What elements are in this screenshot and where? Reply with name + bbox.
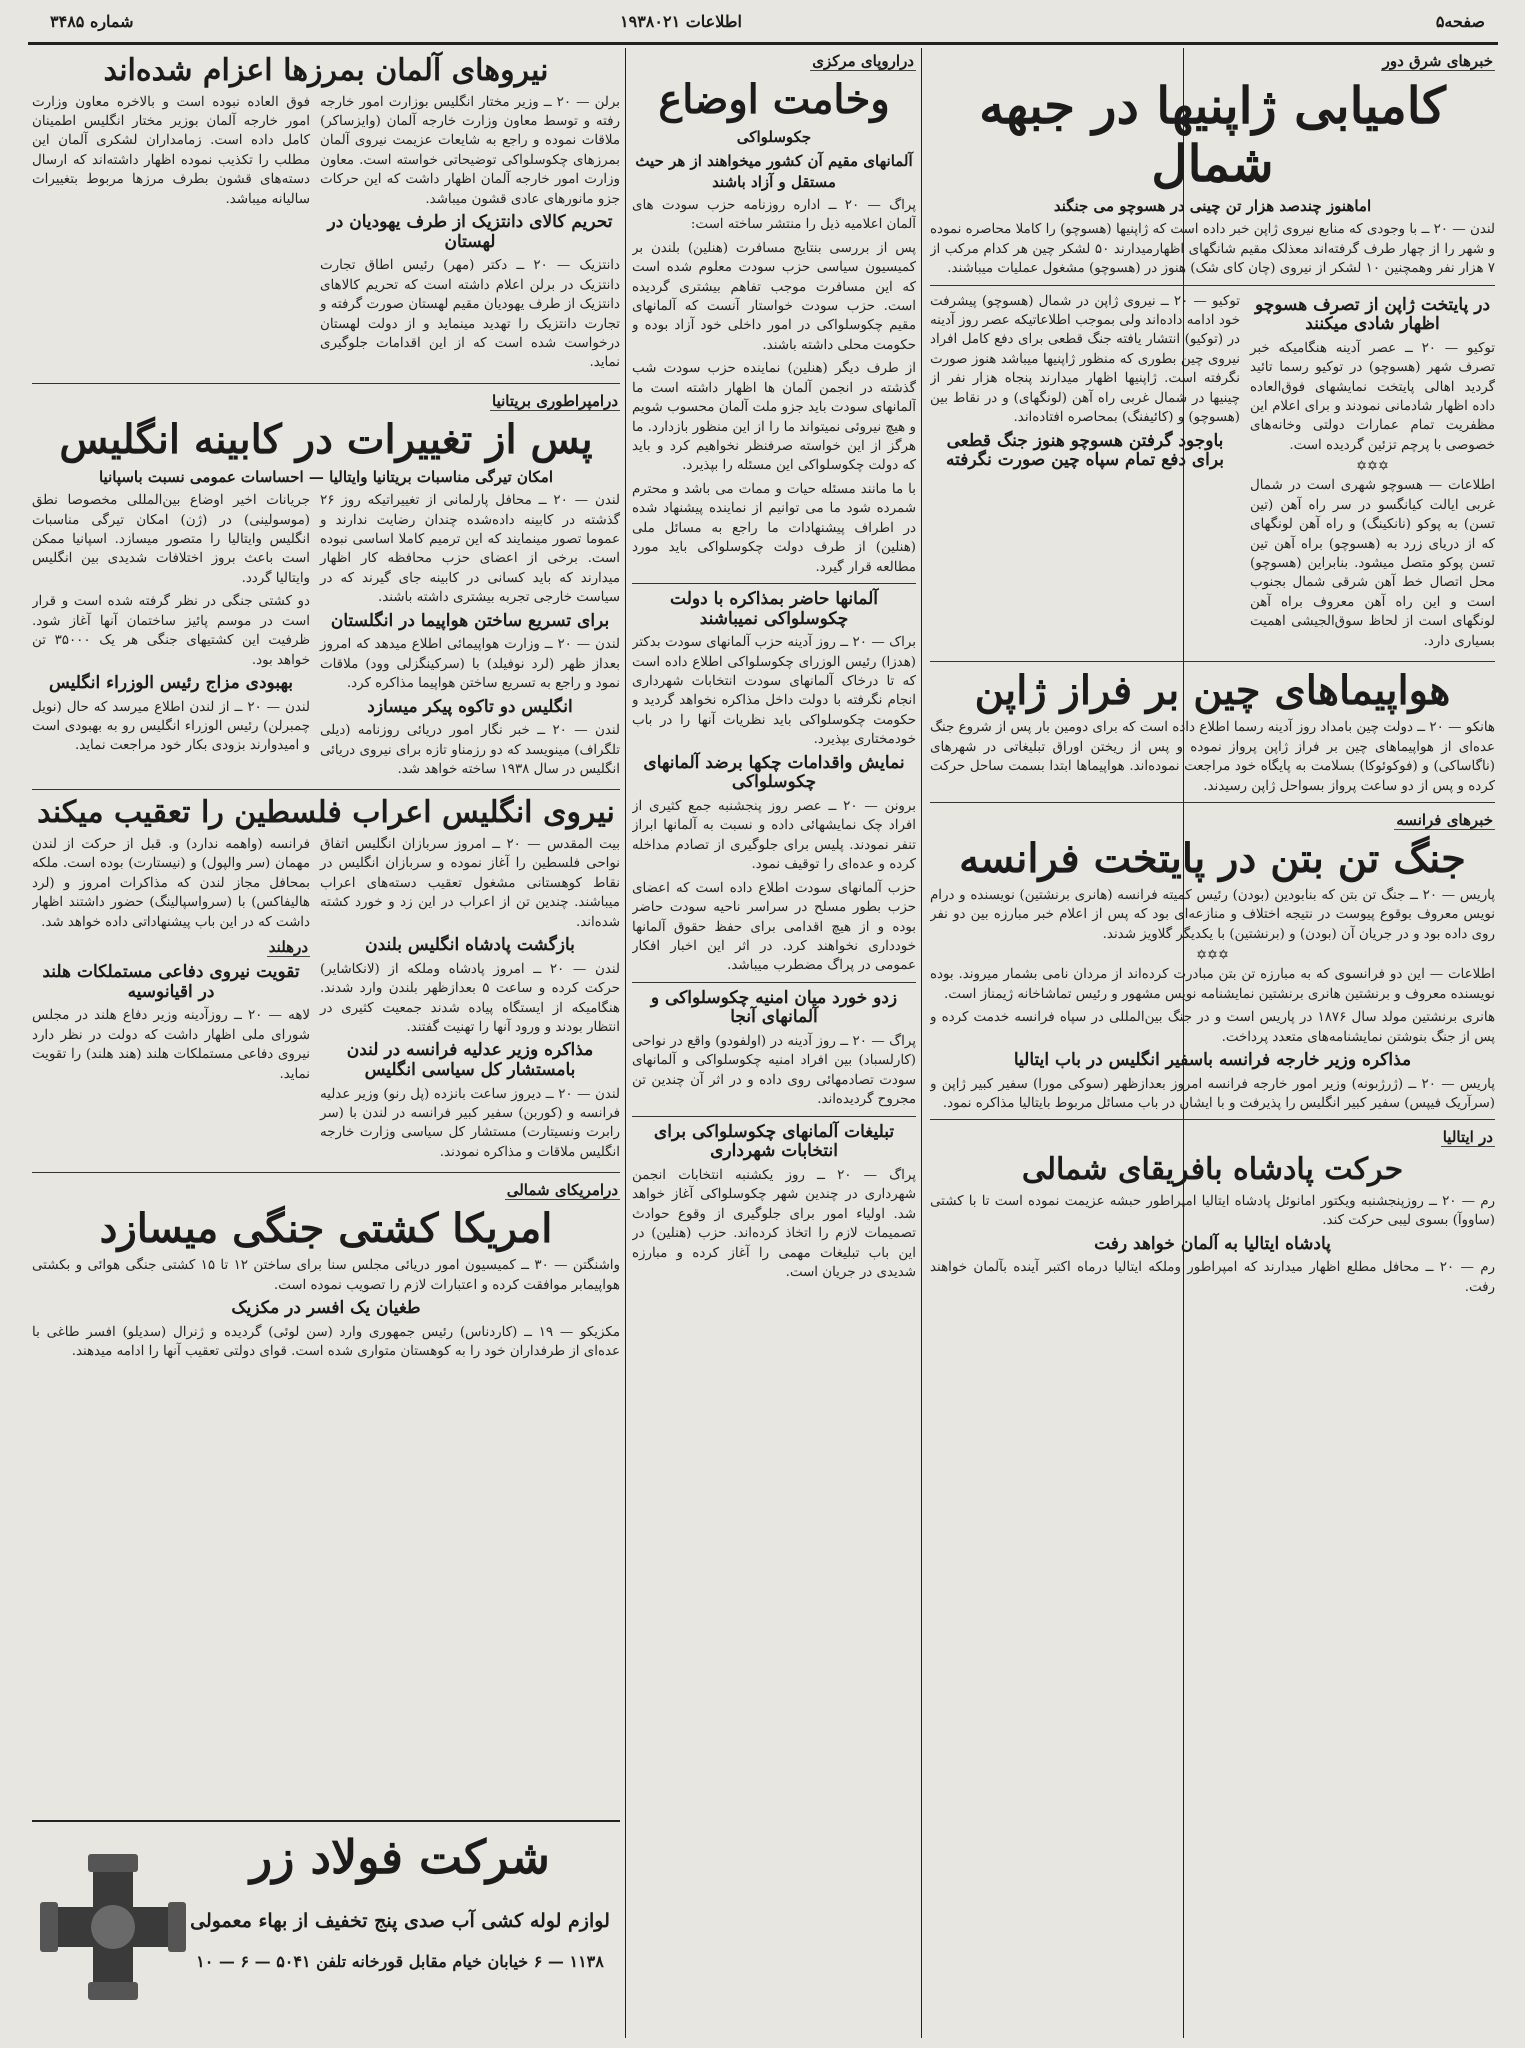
left-two-col-wrap xyxy=(32,491,620,783)
article-body: براک — ۲۰ ــ روز آدینه حزب آلمانهای سودت بدکتر (هدزا) رئیس الوزرای چکوسلواکی اطلاع داده است که تا درخاک آلمانهای سودت انتخابات شهرداری انجام نگرفته با دولت داخل مذاکره نخواهد گردید و حکومت چکوسلواکی باید نظریات آنها را در باب خودمختاری بپذیرد. xyxy=(632,635,916,748)
section-kicker-central-europe: دراروپای مرکزی xyxy=(812,52,914,70)
subhead-germans-want-autonomy: آلمانهای مقیم آن کشور میخواهند از هر حیث مستقل و آزاد باشند xyxy=(635,152,913,191)
header-rule xyxy=(28,42,1498,45)
article-body: توکیو — ۲۰ ــ عصر آدینه هنگامیکه خبر تصرف شهر (هسوچو) در توکیو رسما تائید گردید اهالی پایتخت نمایشهای فوق‌العاده داده اظهار شادمانی نمودند و برای اعلام این مظفریت تمام عمارات دولتی وخانه‌های خصوصی با پرچم تزئین گردیده است. xyxy=(1250,340,1495,453)
article-body: پراگ — ۲۰ ــ اداره روزنامه حزب سودت های آلمان اعلامیه ذیل را منتشر ساخته است: xyxy=(632,197,916,233)
left-subcolumn xyxy=(32,835,310,1166)
headline-czech-demonstrations: نمایش واقدامات چکها برضد آلمانهای چکوسلواکی xyxy=(643,752,905,793)
section-kicker-far-east: خبرهای شرق دور xyxy=(1382,52,1493,70)
article-body: پراگ — ۲۰ ــ روز آدینه در (اولفودو) واقع در نواحی (کارلسباد) بین افراد امنیه چکوسلواکی و آلمانهای سودت تصادمهائی روی داده و در اثر آن چندین تن مجروح گردیده‌اند. xyxy=(632,1033,916,1108)
headline-king-to-germany: پادشاه ایتالیا به آلمان خواهد رفت xyxy=(1094,1233,1331,1254)
article-body: لندن — ۲۰ ــ خبر نگار امور دریائی روزنامه (دیلی تلگراف) مینویسد که دو رزمناو تازه برای نیروی دریائی انگلیس در سال ۱۹۳۸ ساخته خواهد شد. xyxy=(320,723,620,777)
divider xyxy=(930,661,1495,662)
column-divider xyxy=(625,48,626,2038)
article-body: هانکو — ۲۰ ــ دولت چین بامداد روز آدینه رسما اطلاع داده است که برای دومین بار پس از شروع جنگ عده‌ای از هواپیماهای چین بر فراز ژاپن پرواز نموده و پس از ریختن اوراق تبلیغاتی در شهرهای (ناگاساکی) و (فوکوئوکا) بسلامت به پایگاه خود مراجعت نموده‌اند. هواپیماها ابتدا بسمت ساحل حرکت کرده و پس از دو ساعت پرواز بسواحل ژاپن رسیدند. xyxy=(930,720,1495,794)
section-kicker-north-america: درامریکای شمالی xyxy=(506,1181,618,1200)
article-body: لندن — ۲۰ ــ از لندن اطلاع میرسد که حال (نویل چمبرلن) رئیس الوزراء انگلیس رو به بهبودی است و امیدوارند بزودی بکار خود مراجعت نماید. xyxy=(32,699,311,754)
headline-king-returns-london: بازگشت پادشاه انگلیس بلندن xyxy=(365,935,575,956)
article-body: رم — ۲۰ ــ محافل مطلع اظهار میدارند که امپراطور وملکه ایتالیا درماه اکتبر آینده بآلمان خواهند رفت. xyxy=(930,1260,1495,1295)
headline-chinese-planes-over-japan: هواپیماهای چین بر فراز ژاپن xyxy=(974,667,1451,715)
stars-ornament: ✡✡✡ xyxy=(1356,459,1389,475)
article-body: فرانسه (واهمه ندارد) و. قبل از حرکت از لندن مهمان (سر والپول) و (نیستارت) بوده است. ملکه بمحافل مجاز لندن که مذاکرات امروز و (لرد هالیفاکس) با (سرواسپالینگ) حضور داشتند اظهار داشت که در این باب پیشنهاداتی داده خواهد شد. xyxy=(32,836,310,930)
issue-number-label: شماره ۳۴۸۵ xyxy=(50,12,134,31)
headline-cabinet-changes: پس از تغییرات در کابینه انگلیس xyxy=(59,415,593,463)
article-body: پس از بررسی بنتایج مسافرت (هنلین) بلندن بر کمیسیون سیاسی حزب سودت معلوم شده است که این مسافرت موجب تفاهم بیشتری گردیده است. حزب سودت خواستار آنست که آلمانهای مقیم چکوسلواکی در امور داخلی خود آزاد بوده و حکومت محلی داشته باشند. xyxy=(632,240,916,353)
article-body: اطلاعات — هسوچو شهری است در شمال غربی ایالت کیانگسو در سر راه آهن (تین تسن) به پوکو (نانکینگ) و راه آهن لونگهای که از دریای زرد به (هسوچو) براه آهن تین تسن پوکو متصل میشود. بنابراین (هسوچو) محل اتصال خط آهن شرقی شمال بجنوب است و این راه آهن معروف براه آهن لونگهای است از لحاظ سوق‌الجیشی اهمیت بسیاری دارد. xyxy=(1250,478,1495,649)
article-body: پراگ — ۲۰ ــ روز یکشنبه انتخابات انجمن شهرداری در چندین شهر چکوسلواکی آغاز خواهد شد. اولیاء امور برای جلوگیری از وقوع حوادث تصمیمات لازم را اتخاذ کرده‌اند. حزب (هنلین) در این باب تبلیغات مهمی را آغاز کرده و مبارزه شدیدی در جریان است. xyxy=(632,1167,916,1280)
section-kicker-france: خبرهای فرانسه xyxy=(1396,810,1493,829)
left-column-area xyxy=(32,50,620,1810)
section-kicker-british-empire: درامپراطوری بریتانیا xyxy=(492,391,618,410)
article-body: دو کشتی جنگی در نظر گرفته شده است و قرار است در موسم پائیز ساختمان آنها آغاز شود. ظرفیت این کشتیهای جنگی هر یک ۳۵۰۰۰ تن خواهد بود. xyxy=(32,594,310,668)
left-subcolumn xyxy=(32,491,310,783)
stars-ornament: ✡✡✡ xyxy=(1196,948,1229,964)
subhead-czechoslovakia: جکوسلواکی xyxy=(736,128,812,146)
headline-duel-in-paris: جنگ تن بتن در پایتخت فرانسه xyxy=(959,834,1466,882)
divider xyxy=(632,1116,916,1117)
ad-offer-line: لوازم لوله کشی آب صدی پنج تخفیف از بهاء معمولی xyxy=(190,1910,610,1932)
headline-japanese-success-north: کامیابی ژاپنیها در جبهه شمال xyxy=(979,76,1446,193)
divider xyxy=(632,982,916,983)
article-body: توکیو — ۲۰ ــ نیروی ژاپن در شمال (هسوچو) پیشرفت خود ادامه داده‌اند ولی بموجب اطلاعاتیکه عصر روز آدینه در (توکیو) انتشار یافته جنگ قطعی برای دفع کامل افراد نیروی چین بطوری که منظور ژاپنیها میباشد هنوز صورت نگرفته است. ژاپنیها اظهار میدارند پنجاه هزار نفر از چینیها در شمال غربی راه آهن (لونگهای) و در نقاط بین (هسوچو) و (کائیفنگ) بمحاصره افتاده‌اند. xyxy=(930,293,1240,426)
article-body: لندن — ۲۰ ــ دیروز ساعت بانزده (پل رنو) وزیر عدلیه فرانسه و (کوربن) سفیر کبیر فرانسه در لندن با (سر رابرت ونسیتارت) مستشار کل سیاسی وزارت خارجه انگلیس ملاقات و مذاکره نمودند. xyxy=(320,1086,620,1160)
headline-america-builds-warships: امریکا کشتی جنگی میسازد xyxy=(99,1205,553,1253)
divider xyxy=(32,383,620,384)
left-subcolumn xyxy=(320,835,620,1166)
divider xyxy=(930,802,1495,803)
left-subcolumn xyxy=(320,491,620,783)
left-subcolumn xyxy=(320,93,620,377)
divider xyxy=(32,789,620,790)
article-body: بیت المقدس — ۲۰ ــ امروز سربازان انگلیس اتفاق نواحی فلسطین را آغاز نموده و سربازان انگلیس در نقاط کوهستانی مشغول تعقیب دسته‌های اعراب میباشند. چندین تن از اعراب در این زد و خورد کشته شده‌اند. xyxy=(320,836,620,930)
headline-aircraft-production: برای تسریع ساختن هواپیما در انگلستان xyxy=(330,610,610,631)
article-body: با ما مانند مسئله حیات و ممات می باشد و محترم شمرده شود ما می توانیم از نماینده پیشنهاد شده در اطراف پیشنهادات ما راجع به مسائل ملی (هنلین) از طرف دولت چکوسلواکی باید مورد مطالعه قرار گیرد. xyxy=(632,481,916,575)
column-divider xyxy=(921,48,922,2038)
section-kicker-holland: درهلند xyxy=(268,938,308,957)
headline-tokyo-celebration: در پایتخت ژاپن از تصرف هسوچو اظهار شادی میکنند xyxy=(1254,294,1491,335)
divider xyxy=(632,583,916,584)
subhead-britain-italy-relations: امکان تیرگی مناسبات بریتانیا وایتالیا — احساسات عمومی نسبت باسپانیا xyxy=(98,467,553,486)
right-column-area xyxy=(930,50,1495,2048)
article-body: برونن — ۲۰ ــ عصر روز پنجشنبه جمع کثیری از افراد چک نمایشهائی داده و نسبت به آلمانها ابراز تنفر نمودند. پلیس برای جلوگیری از تصادم مداخله کرده و عده‌ای را توقیف نمود. xyxy=(632,798,916,873)
article-body: اطلاعات — این دو فرانسوی که به مبارزه تن بتن مبادرت کرده‌اند از مردان نامی بشمار میروند. بوده نویسنده معروف و برنشتین هانری برنشتین نمایشنامه نویس مشهور و رئیس تماشاخانه ژیمناز است. xyxy=(930,967,1495,1002)
article-body: لندن — ۲۰ ــ با وجودی که منابع نیروی ژاپن خبر داده است که ژاپنیها (هسوچو) را کاملا محاصره نموده و شهر را از چهار طرف گرفته‌اند معذلک مقیم شانگهای اظهارمیدارند ۵۰ لشکر چین هر کدام مرکب از ۷ هزار نفر وهمچنین ۱۰ لشکر از نیروی (چان کای شک) هنوز در (هسوچو) مشغول عملیات میباشند. xyxy=(930,222,1495,277)
article-body: پاریس — ۲۰ ــ جنگ تن بتن که بنابودین (بودن) رئیس کمیته فرانسه (هانری برنشتین) نویسنده و درام نویس معروف بوقوع پیوست در نتیجه اختلاف و منازعه‌ای بود که پس از اعلام خبر مبارزه بین دو نفر روی داده بود و در جریان آن (بودن) و (برنشتین) با یکدیگر گلاویز شدند. xyxy=(930,887,1495,942)
article-body: مکزیکو — ۱۹ ــ (کاردناس) رئیس جمهوری وارد (سن لوئی) گردیده و ژنرال (سدیلو) افسر طاغی با عده‌ای از طرفداران خود را به کوهستان متواری شده است. قوای دولتی تعقیب آنها را ادامه میدهند. xyxy=(32,1324,620,1360)
ad-address-line: ۱۱۳۸ — ۶ خیابان خیام مقابل قورخانه تلفن ۵۰۴۱ — ۶ — ۱۰ xyxy=(196,1952,604,1971)
headline-german-forces-to-borders: نیروهای آلمان بمرزها اعزام شده‌اند xyxy=(103,53,549,88)
headline-decisive-battle: باوجود گرفتن هسوچو هنوز جنگ قطعی برای دفع تمام سپاه چین صورت نگرفته xyxy=(945,430,1224,471)
section-kicker-italy: در ایتالیا xyxy=(1442,1128,1493,1147)
article-body: از طرف دیگر (هنلین) نماینده حزب سودت شب گذشته در انجمن آلمان ها اظهار داشته است ما آلمانهای سودت باید جزو ملت آلمان محسوب شویم و هیچ نیروئی نمیتواند ما را از این منظور بازدارد. ما هرگز از این خواسته صرفنظر نخواهیم کرد و باید که دولت چکوسلواکی این مسئله را بپذیرد. xyxy=(632,361,916,474)
right-subcolumn xyxy=(930,292,1240,656)
right-two-col-wrap xyxy=(930,292,1495,656)
headline-dutch-defence: تقویت نیروی دفاعی مستملکات هلند در اقیانوسیه xyxy=(42,962,300,1002)
divider xyxy=(930,285,1495,286)
article-body: فوق العاده نبوده است و بالاخره معاون وزارت امور خارجه آلمان بوزیر مختار انگلیس اطمینان کامل داده است. زمامداران لشکری آلمان این مطلب را تکذیب نموده اظهار داشته‌اند که ارسال دسته‌های قشون بطرف مرزها مربوط بتغییرات سالیانه میباشد. xyxy=(32,94,310,207)
article-body: لاهه — ۲۰ ــ روزآدینه وزیر دفاع هلند در مجلس شورای ملی اظهار داشت که دولت در نظر دارد نیروی دفاعی مستملکات هلند (هند هلند) را تقویت نماید. xyxy=(32,1008,311,1082)
advertisement-foolad-zar xyxy=(32,1820,620,2035)
left-two-col-wrap xyxy=(32,93,620,377)
article-body: لندن — ۲۰ ــ محافل پارلمانی از تغییراتیکه روز ۲۶ گذشته در کابینه داده‌شده چندان رضایت ندارند و عموما تصور مینمایند که این ترمیم کاملا اساسی نبوده است. برخی از اعضای حزب محافظه کار اظهار میدارند که باید کسانی در کابینه جای گیرند که در سیاست خارجی تجربه بیشتری داشته باشند. xyxy=(320,493,620,606)
article-body: لندن — ۲۰ ــ امروز پادشاه وملکه از (لانکاشایر) حرکت کرده و ساعت ۵ بعدازظهر بلندن وارد شدند. هنگامیکه از ایستگاه پیاده شدند جمعیت کثیری در انتظار بودند و ورود آنها را تهنیت گفتند. xyxy=(320,961,620,1035)
subhead-chinese-fight-hsuchow: اماهنوز چندصد هزار تن چینی در هسوچو می جنگند xyxy=(1053,197,1372,215)
headline-french-minister-talks: مذاکره وزیر خارجه فرانسه باسفیر انگلیس در باب ایتالیا xyxy=(1013,1050,1412,1071)
headline-germans-refuse-talks: آلمانها حاضر بمذاکره با دولت چکوسلواکی نمیباشند xyxy=(670,589,878,629)
headline-palestine-arabs: نیروی انگلیس اعراب فلسطین را تعقیب میکند xyxy=(37,795,615,831)
middle-column xyxy=(632,50,916,2045)
article-body: حزب آلمانهای سودت اطلاع داده است که اعضای حزب بطور مسلح در سراسر ناحیه سودت حاضر بوده و از هیچ اقدامی برای حفظ حقوق آلمانها خودداری نخواهند کرد. در اثر این اخبار افکار عمومی در پراگ مضطرب میباشد. xyxy=(632,880,916,974)
right-subcolumn xyxy=(1250,292,1495,656)
divider xyxy=(930,1119,1495,1120)
left-two-col-wrap xyxy=(32,835,620,1166)
ad-company-name: شرکت فولاد زر xyxy=(250,1830,550,1884)
article-body: هانری برنشتین مولد سال ۱۸۷۶ در پاریس است و در جنگ بین‌المللی در سپاه فرانسه خدمت کرده و پس از جنگ بنوشتن نمایشنامه‌های متعدد پرداخت. xyxy=(930,1010,1495,1045)
date-line: اطلاعات ۱۹۳۸۰۲۱ xyxy=(620,12,742,31)
article-body: پاریس — ۲۰ ــ (ژرژبونه) وزیر امور خارجه فرانسه امروز بعدازظهر (سوکی مورا) سفیر کبیر ژاپن و (سرآریک فیپس) سفیر کبیر انگلیس را پذیرفت و با ایشان در باب مسائل مربوط بایتالیا مذاکره نمود. xyxy=(930,1076,1495,1112)
article-body: واشنگتن — ۳۰ ــ کمیسیون امور دریائی مجلس سنا برای ساختن ۱۲ تا ۱۵ کشتی جنگی هوائی و بکشتی هواپیمابر موافقت کرده و اعتبارات لازم را تصویب نموده است. xyxy=(32,1258,620,1293)
article-body: جریانات اخیر اوضاع بین‌المللی مخصوصا نطق (موسولینی) در (ژن) امکان تیرگی مناسبات انگلیس وایتالیا را متصور میسازد. اسپانیا ممکن است باعث بروز اختلافات شدیدی بین انگلیس وایتالیا گردد. xyxy=(32,493,310,586)
headline-clash-gendarmes: زدو خورد میان امنیه چکوسلواکی و آلمانهای آنجا xyxy=(650,987,898,1028)
headline-election-propaganda: تبلیغات آلمانهای چکوسلواکی برای انتخابات شهرداری xyxy=(653,1121,895,1162)
divider xyxy=(32,1172,620,1173)
article-body: لندن — ۲۰ ــ وزارت هواپیمائی اطلاع میدهد که امروز بعداز ظهر (لرد نوفیلد) با (سرکینگزلی وود) ملاقات نمود و راجع به تسریع ساختن هواپیما مذاکره کرد. xyxy=(320,637,620,692)
headline-mexico-officer-revolt: طغیان یک افسر در مکزیک xyxy=(231,1298,421,1319)
headline-pm-health: بهبودی مزاج رئیس الوزراء انگلیس xyxy=(48,673,294,694)
headline-king-to-north-africa: حرکت پادشاه بافریقای شمالی xyxy=(1021,1152,1404,1188)
left-subcolumn xyxy=(32,93,310,377)
article-body: رم — ۲۰ ــ روزپنجشنبه ویکتور امانوئل پادشاه ایتالیا امپراطور حبشه عزیمت نموده است تا با کشتی (ساووآ) بسوی لیبی حرکت کند. xyxy=(930,1193,1495,1229)
headline-britain-battleships: انگلیس دو تاکوه پیکر میسازد xyxy=(367,696,573,717)
pipe-fitting-icon xyxy=(38,1852,188,2002)
article-body: دانتزیک — ۲۰ ــ دکتر (مهر) رئیس اطاق تجارت دانتزیک در برلن اعلام داشته است که تحریم کالاهای دانتزیک از طرف یهودیان مقیم لهستان صورت گرفته و تجارت دانتزیک را تهدید مینماید و از دولت لهستان درخواست شده است که از این اقدامات جلوگیری نماید. xyxy=(320,258,620,371)
headline-french-justice-minister: مذاکره وزیر عدلیه فرانسه در لندن بامستشار کل سیاسی انگلیس xyxy=(346,1040,594,1080)
article-body: برلن — ۲۰ ــ وزیر مختار انگلیس بوزارت امور خارجه رفته و توسط معاون وزارت خارجه آلمان (وایزساکر) ملاقات نموده و راجع به شایعات عزیمت نیروی آلمان بمرزهای چکوسلواکی توضیحاتی خواسته است. معاون وزارت امور خارجه آلمان اظهار داشت که این حرکات جزو مانورهای عادی قشون میباشد. xyxy=(320,94,620,207)
headline-danzig-boycott: تحریم کالای دانتزیک از طرف یهودیان در لهستان xyxy=(327,212,613,252)
page-number-label: صفحه۵ xyxy=(1435,12,1485,31)
headline-grave-situation: وخامت اوضاع xyxy=(658,76,890,123)
